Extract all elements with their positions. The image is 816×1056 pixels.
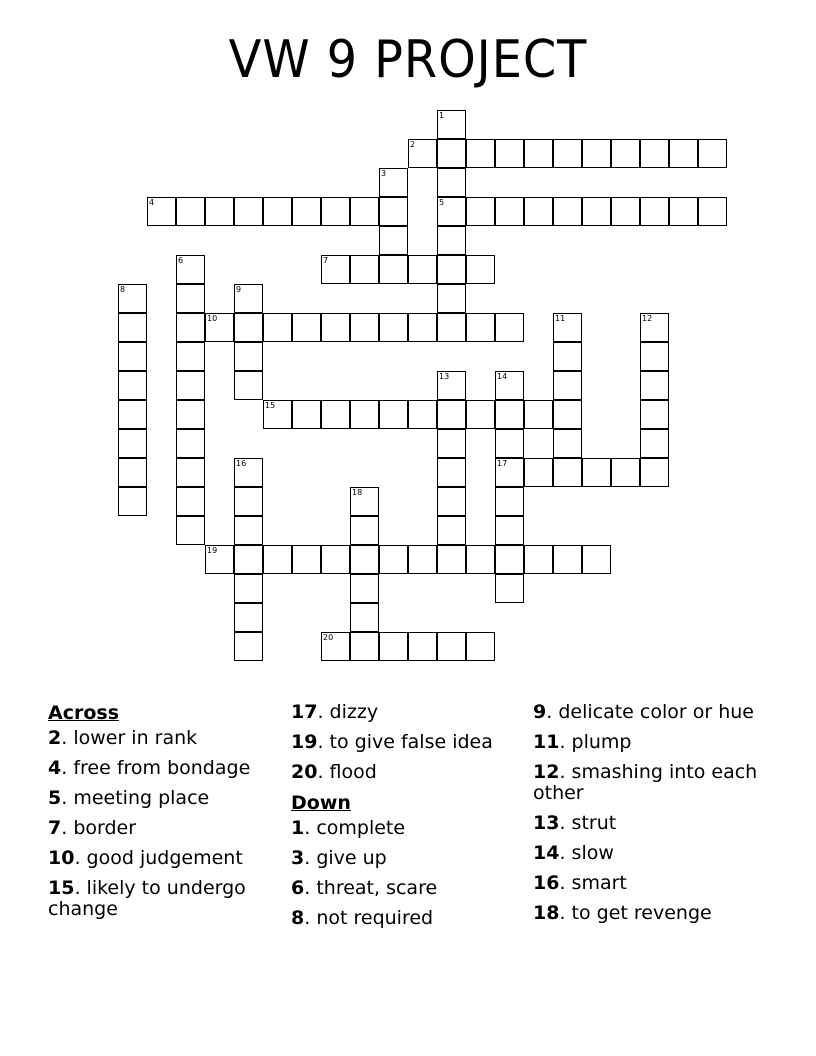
clue-item: 15. likely to undergo change (48, 877, 246, 920)
grid-cell[interactable] (524, 400, 553, 429)
grid-cell[interactable] (176, 458, 205, 487)
grid-cell[interactable] (524, 458, 553, 487)
grid-cell[interactable] (640, 400, 669, 429)
grid-cell[interactable] (321, 400, 350, 429)
grid-cell[interactable] (263, 313, 292, 342)
clue-text: smashing into each other (533, 761, 758, 804)
grid-cell[interactable] (437, 168, 466, 197)
down-header: Down (291, 792, 351, 814)
clue-number: 20 (323, 633, 334, 642)
clue-number: 6 (291, 877, 305, 899)
grid-cell[interactable] (379, 400, 408, 429)
grid-cell[interactable] (640, 139, 669, 168)
grid-cell[interactable] (524, 139, 553, 168)
clue-item: 13. strut (533, 812, 617, 834)
grid-cell[interactable] (350, 574, 379, 603)
grid-cell[interactable] (118, 400, 147, 429)
grid-cell[interactable] (524, 197, 553, 226)
clue-item: 9. delicate color or hue (533, 701, 754, 723)
grid-cell[interactable] (437, 516, 466, 545)
clue-item: 16. smart (533, 872, 627, 894)
grid-cell[interactable] (321, 313, 350, 342)
grid-cell[interactable] (408, 313, 437, 342)
clue-item: 10. good judgement (48, 847, 243, 869)
grid-cell[interactable] (205, 313, 234, 342)
clue-number: 1 (439, 111, 445, 120)
clue-text: slow (571, 842, 614, 864)
clue-text: smart (571, 872, 627, 894)
clue-text: strut (571, 812, 617, 834)
grid-cell[interactable] (350, 545, 379, 574)
grid-cell[interactable] (437, 632, 466, 661)
grid-cell[interactable] (379, 313, 408, 342)
clue-number: 12 (533, 761, 560, 783)
grid-cell[interactable] (437, 284, 466, 313)
grid-cell[interactable] (553, 545, 582, 574)
grid-cell[interactable] (495, 313, 524, 342)
grid-cell[interactable] (176, 197, 205, 226)
grid-cell[interactable] (611, 458, 640, 487)
grid-cell[interactable] (437, 255, 466, 284)
grid-cell[interactable] (118, 371, 147, 400)
grid-cell[interactable] (176, 313, 205, 342)
grid-cell[interactable] (466, 632, 495, 661)
clue-number: 19 (207, 546, 218, 555)
grid-cell[interactable] (176, 255, 205, 284)
clue-text: good judgement (86, 847, 243, 869)
grid-cell[interactable] (321, 255, 350, 284)
clue-item: 14. slow (533, 842, 614, 864)
grid-cell[interactable] (118, 487, 147, 516)
grid-cell[interactable] (176, 284, 205, 313)
clue-number: 6 (178, 256, 184, 265)
clue-number: 12 (642, 314, 653, 323)
clue-number: 20 (291, 761, 318, 783)
grid-cell[interactable] (234, 313, 263, 342)
grid-cell[interactable] (176, 487, 205, 516)
grid-cell[interactable] (437, 429, 466, 458)
grid-cell[interactable] (350, 255, 379, 284)
grid-cell[interactable] (234, 487, 263, 516)
grid-cell[interactable] (437, 487, 466, 516)
clue-column-2 (291, 702, 527, 938)
clue-number: 4 (48, 757, 62, 779)
clue-number: 13 (439, 372, 450, 381)
grid-cell[interactable] (350, 313, 379, 342)
grid-cell[interactable] (350, 400, 379, 429)
clue-text: threat, scare (316, 877, 438, 899)
clue-number: 11 (555, 314, 566, 323)
grid-cell[interactable] (466, 255, 495, 284)
page-title: VW 9 PROJECT (228, 30, 588, 90)
grid-cell[interactable] (437, 458, 466, 487)
clue-item: 8. not required (291, 907, 434, 929)
clue-text: to get revenge (571, 902, 712, 924)
clue-number: 9 (533, 701, 547, 723)
clue-text: dizzy (329, 701, 379, 723)
clue-number: 13 (533, 812, 560, 834)
grid-cell[interactable] (466, 139, 495, 168)
clue-text: likely to undergo change (48, 877, 246, 920)
grid-cell[interactable] (408, 400, 437, 429)
grid-cell[interactable] (495, 371, 524, 400)
grid-cell[interactable] (495, 458, 524, 487)
grid-cell[interactable] (437, 313, 466, 342)
clue-item: 4. free from bondage (48, 757, 251, 779)
clue-number: 14 (497, 372, 508, 381)
clue-number: 16 (533, 872, 560, 894)
grid-cell[interactable] (234, 516, 263, 545)
grid-cell[interactable] (466, 545, 495, 574)
clue-text: to give false idea (329, 731, 493, 753)
clue-number: 8 (291, 907, 305, 929)
grid-cell[interactable] (234, 458, 263, 487)
grid-cell[interactable] (205, 545, 234, 574)
clue-item: 5. meeting place (48, 787, 210, 809)
clue-item: 11. plump (533, 731, 632, 753)
grid-cell[interactable] (408, 139, 437, 168)
grid-cell[interactable] (234, 284, 263, 313)
grid-cell[interactable] (321, 197, 350, 226)
grid-cell[interactable] (147, 197, 176, 226)
clue-item: 17. dizzy (291, 701, 379, 723)
grid-cell[interactable] (176, 342, 205, 371)
clue-number: 15 (48, 877, 75, 899)
grid-cell[interactable] (379, 545, 408, 574)
grid-cell[interactable] (582, 545, 611, 574)
grid-cell[interactable] (553, 458, 582, 487)
grid-cell[interactable] (379, 168, 408, 197)
grid-cell[interactable] (553, 139, 582, 168)
grid-cell[interactable] (234, 371, 263, 400)
grid-cell[interactable] (495, 197, 524, 226)
grid-cell[interactable] (234, 632, 263, 661)
grid-cell[interactable] (234, 603, 263, 632)
grid-cell[interactable] (321, 632, 350, 661)
grid-cell[interactable] (118, 342, 147, 371)
clue-number: 2 (48, 727, 62, 749)
grid-cell[interactable] (379, 226, 408, 255)
grid-cell[interactable] (495, 516, 524, 545)
grid-cell[interactable] (437, 545, 466, 574)
grid-cell[interactable] (553, 429, 582, 458)
grid-cell[interactable] (582, 197, 611, 226)
clue-number: 14 (533, 842, 560, 864)
clue-text: plump (571, 731, 632, 753)
clue-item: 1. complete (291, 817, 406, 839)
clue-number: 18 (352, 488, 363, 497)
clue-column-3 (533, 702, 769, 933)
grid-cell[interactable] (176, 429, 205, 458)
clue-number: 8 (120, 285, 126, 294)
grid-cell[interactable] (495, 545, 524, 574)
clue-text: complete (316, 817, 406, 839)
clue-number: 5 (439, 198, 445, 207)
clue-number: 11 (533, 731, 560, 753)
clue-number: 7 (323, 256, 329, 265)
grid-cell[interactable] (553, 400, 582, 429)
grid-cell[interactable] (408, 545, 437, 574)
grid-cell[interactable] (118, 458, 147, 487)
grid-cell[interactable] (176, 371, 205, 400)
grid-cell[interactable] (350, 487, 379, 516)
grid-cell[interactable] (350, 603, 379, 632)
clue-number: 7 (48, 817, 62, 839)
clue-number: 4 (149, 198, 155, 207)
clue-item: 7. border (48, 817, 137, 839)
clue-text: meeting place (73, 787, 210, 809)
grid-cell[interactable] (524, 545, 553, 574)
clue-column-1 (48, 702, 284, 929)
clue-number: 3 (291, 847, 305, 869)
grid-cell[interactable] (263, 400, 292, 429)
grid-cell[interactable] (234, 197, 263, 226)
grid-cell[interactable] (553, 342, 582, 371)
grid-cell[interactable] (118, 284, 147, 313)
grid-cell[interactable] (234, 342, 263, 371)
clue-item: 18. to get revenge (533, 902, 712, 924)
grid-cell[interactable] (321, 545, 350, 574)
grid-cell[interactable] (205, 197, 234, 226)
grid-cell[interactable] (640, 342, 669, 371)
grid-cell[interactable] (640, 313, 669, 342)
grid-cell[interactable] (379, 632, 408, 661)
grid-cell[interactable] (263, 545, 292, 574)
grid-cell[interactable] (350, 516, 379, 545)
clue-number: 18 (533, 902, 560, 924)
clue-number: 10 (207, 314, 218, 323)
grid-cell[interactable] (118, 429, 147, 458)
grid-cell[interactable] (553, 197, 582, 226)
grid-cell[interactable] (292, 313, 321, 342)
grid-cell[interactable] (437, 400, 466, 429)
grid-cell[interactable] (640, 429, 669, 458)
grid-cell[interactable] (553, 371, 582, 400)
grid-cell[interactable] (640, 458, 669, 487)
grid-cell[interactable] (582, 139, 611, 168)
clue-number: 15 (265, 401, 276, 410)
grid-cell[interactable] (669, 139, 698, 168)
grid-cell[interactable] (611, 197, 640, 226)
clue-item: 12. smashing into each other (533, 761, 758, 804)
grid-cell[interactable] (176, 400, 205, 429)
clue-number: 17 (291, 701, 318, 723)
grid-cell[interactable] (263, 197, 292, 226)
grid-cell[interactable] (292, 400, 321, 429)
grid-cell[interactable] (669, 197, 698, 226)
grid-cell[interactable] (292, 197, 321, 226)
clue-text: lower in rank (73, 727, 198, 749)
grid-cell[interactable] (437, 371, 466, 400)
grid-cell[interactable] (495, 429, 524, 458)
grid-cell[interactable] (466, 197, 495, 226)
grid-cell[interactable] (640, 371, 669, 400)
grid-cell[interactable] (437, 197, 466, 226)
clue-item: 6. threat, scare (291, 877, 438, 899)
grid-cell[interactable] (698, 197, 727, 226)
clue-item: 19. to give false idea (291, 731, 493, 753)
clue-number: 17 (497, 459, 508, 468)
clue-number: 19 (291, 731, 318, 753)
clue-number: 3 (381, 169, 387, 178)
grid-cell[interactable] (437, 139, 466, 168)
grid-cell[interactable] (408, 632, 437, 661)
clue-number: 16 (236, 459, 247, 468)
grid-cell[interactable] (466, 313, 495, 342)
clue-text: border (73, 817, 137, 839)
grid-cell[interactable] (495, 139, 524, 168)
grid-cell[interactable] (698, 139, 727, 168)
clue-item: 3. give up (291, 847, 387, 869)
grid-cell[interactable] (437, 226, 466, 255)
grid-cell[interactable] (553, 313, 582, 342)
grid-cell[interactable] (495, 400, 524, 429)
clue-text: flood (329, 761, 377, 783)
clue-text: not required (316, 907, 434, 929)
grid-cell[interactable] (234, 545, 263, 574)
grid-cell[interactable] (292, 545, 321, 574)
grid-cell[interactable] (640, 197, 669, 226)
grid-cell[interactable] (408, 255, 437, 284)
grid-cell[interactable] (118, 313, 147, 342)
clue-item: 2. lower in rank (48, 727, 198, 749)
grid-cell[interactable] (582, 458, 611, 487)
grid-cell[interactable] (611, 139, 640, 168)
grid-cell[interactable] (234, 574, 263, 603)
clue-number: 2 (410, 140, 416, 149)
grid-cell[interactable] (379, 197, 408, 226)
clue-number: 5 (48, 787, 62, 809)
grid-cell[interactable] (495, 574, 524, 603)
clue-text: delicate color or hue (558, 701, 754, 723)
clue-number: 1 (291, 817, 305, 839)
clue-text: free from bondage (73, 757, 251, 779)
grid-cell[interactable] (176, 516, 205, 545)
clue-number: 10 (48, 847, 75, 869)
clue-text: give up (316, 847, 387, 869)
across-header: Across (48, 702, 120, 724)
grid-cell[interactable] (350, 197, 379, 226)
grid-cell[interactable] (466, 400, 495, 429)
clue-number: 9 (236, 285, 242, 294)
grid-cell[interactable] (350, 632, 379, 661)
grid-cell[interactable] (495, 487, 524, 516)
grid-cell[interactable] (437, 110, 466, 139)
grid-cell[interactable] (379, 255, 408, 284)
clue-item: 20. flood (291, 761, 377, 783)
